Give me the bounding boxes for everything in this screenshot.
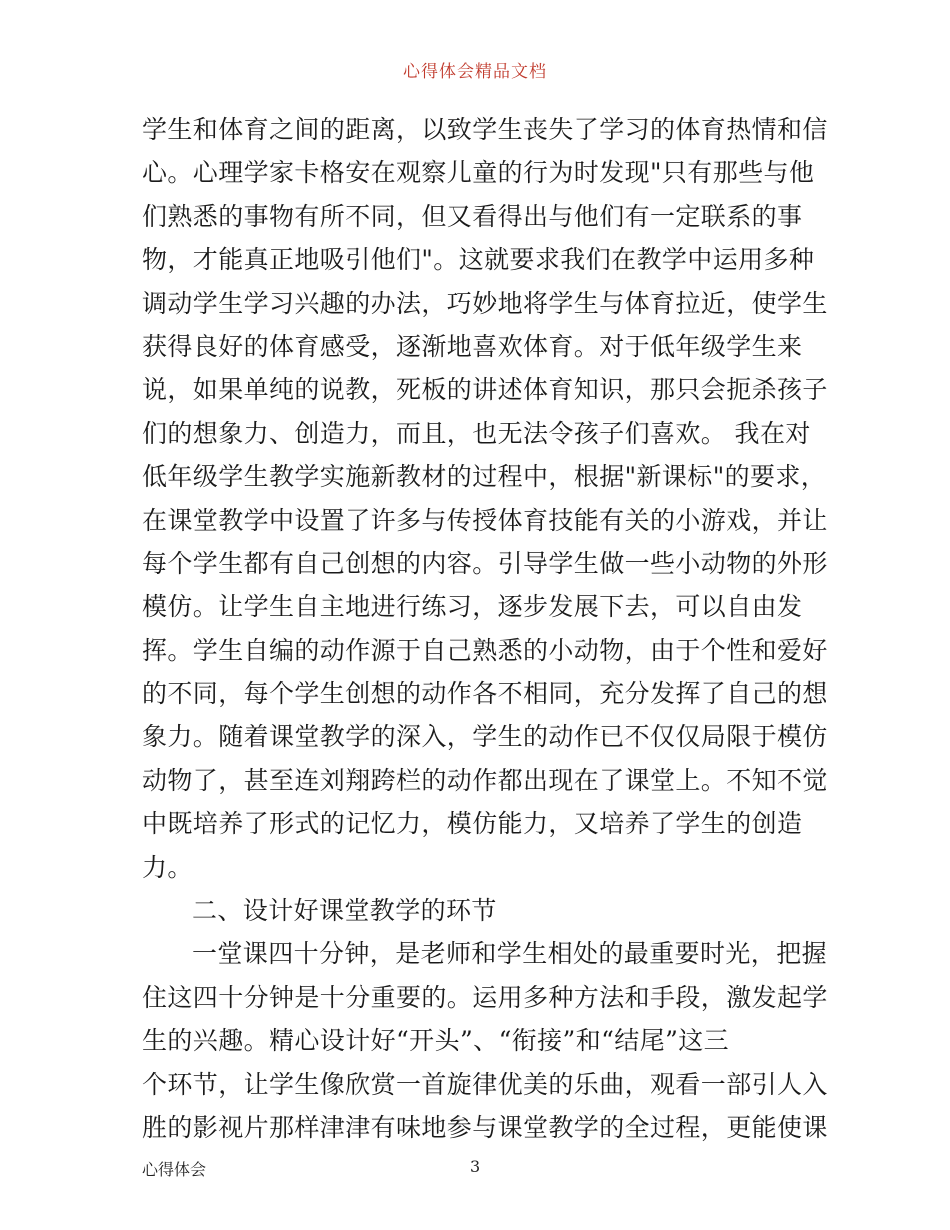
text-line: 们熟悉的事物有所不同，但又看得出与他们有一定联系的事	[142, 201, 803, 231]
text-line: 中既培养了形式的记忆力，模仿能力，又培养了学生的创造	[142, 809, 803, 839]
page-number: 3	[470, 1157, 481, 1176]
text-line: 力。	[142, 852, 193, 882]
text-line: 胜的影视片那样津津有味地参与课堂教学的全过程，更能使课	[142, 1112, 828, 1142]
section-heading: 二、设计好课堂教学的环节	[192, 896, 497, 926]
page-header-title: 心得体会精品文档	[403, 62, 547, 82]
text-line: 模仿。让学生自主地进行练习，逐步发展下去，可以自由发	[142, 592, 803, 622]
text-line: 获得良好的体育感受，逐渐地喜欢体育。对于低年级学生来	[142, 331, 803, 361]
text-line: 学生和体育之间的距离，以致学生丧失了学习的体育热情和信	[142, 115, 828, 144]
text-line: 说，如果单纯的说教，死板的讲述体育知识，那只会扼杀孩子	[142, 375, 828, 405]
text-line: 每个学生都有自己创想的内容。引导学生做一些小动物的外形	[142, 548, 828, 578]
text-line: 生的兴趣。精心设计好“开头”、“衔接”和“结尾”这三	[142, 1026, 730, 1056]
text-line: 物，才能真正地吸引他们"。这就要求我们在教学中运用多种	[142, 245, 815, 275]
text-line: 在课堂教学中设置了许多与传授体育技能有关的小游戏，并让	[142, 505, 828, 535]
text-line: 个环节，让学生像欣赏一首旋律优美的乐曲，观看一部引人入	[142, 1069, 828, 1099]
text-line: 的不同，每个学生创想的动作各不相同，充分发挥了自己的想	[142, 679, 828, 709]
text-line: 们的想象力、创造力，而且，也无法令孩子们喜欢。 我在对	[142, 418, 811, 448]
text-line: 一堂课四十分钟，是老师和学生相处的最重要时光，把握	[192, 939, 828, 969]
footer-label: 心得体会	[142, 1160, 207, 1179]
text-line: 调动学生学习兴趣的办法，巧妙地将学生与体育拉近，使学生	[142, 288, 828, 318]
text-line: 挥。学生自编的动作源于自己熟悉的小动物，由于个性和爱好	[142, 635, 828, 665]
text-line: 动物了，甚至连刘翔跨栏的动作都出现在了课堂上。不知不觉	[142, 765, 828, 795]
document-body	[142, 108, 828, 1149]
text-line: 心。心理学家卡格安在观察儿童的行为时发现"只有那些与他	[142, 158, 815, 188]
text-line: 象力。随着课堂教学的深入，学生的动作已不仅仅局限于模仿	[142, 722, 828, 752]
text-line: 低年级学生教学实施新教材的过程中，根据"新课标"的要求，	[142, 462, 827, 492]
text-line: 住这四十分钟是十分重要的。运用多种方法和手段，激发起学	[142, 982, 828, 1012]
